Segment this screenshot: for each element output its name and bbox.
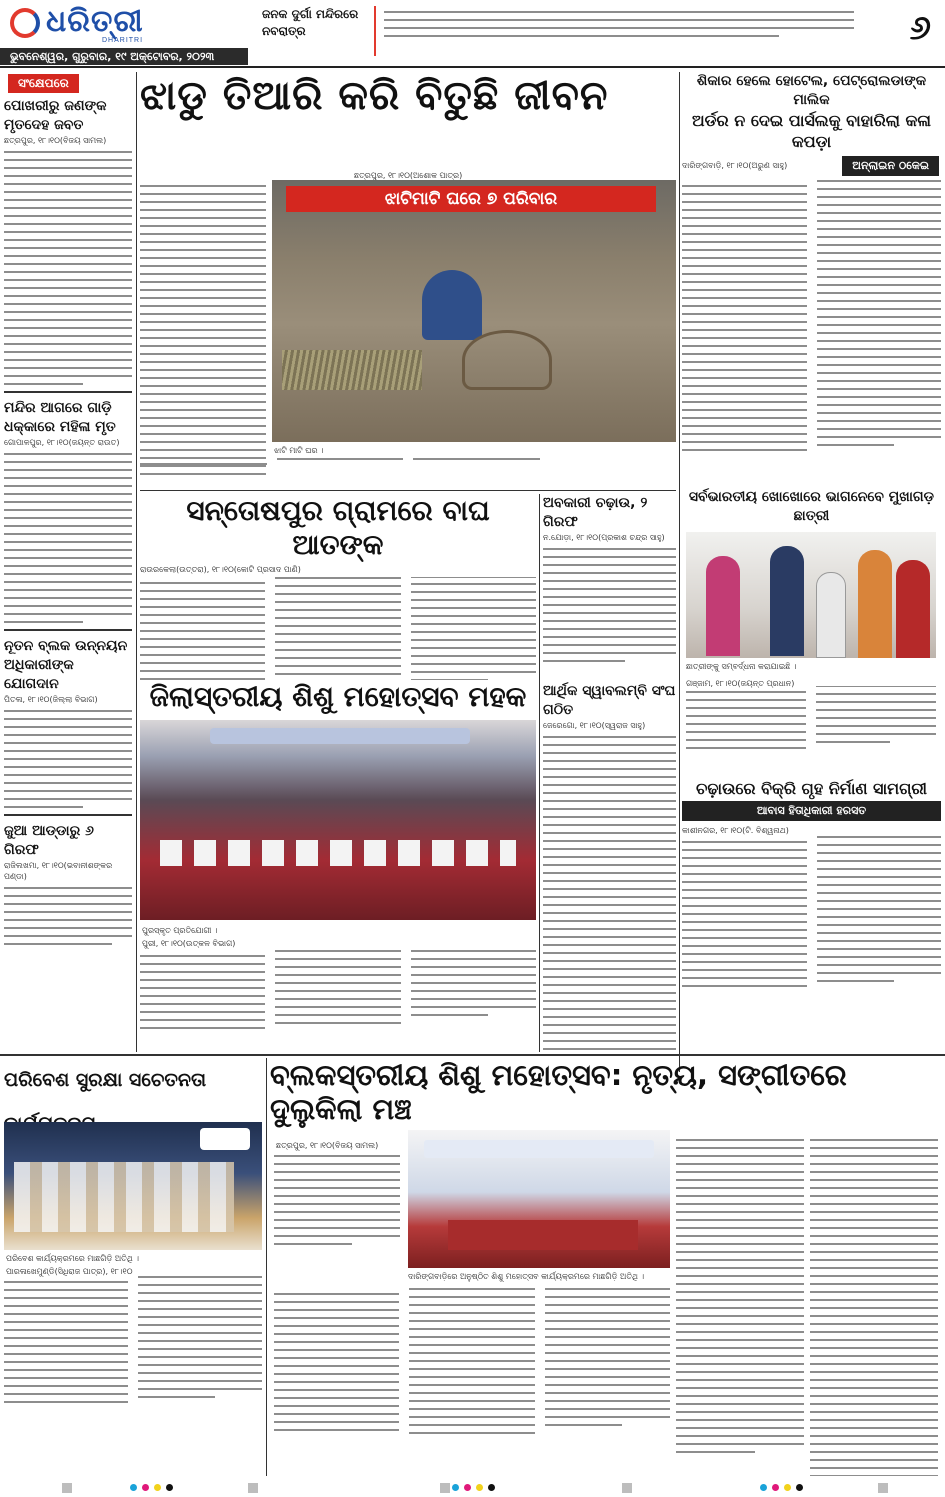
excise-story [543, 494, 676, 680]
black-dot-icon [166, 1484, 173, 1491]
stage-banner-icon [424, 1140, 654, 1158]
district-fest-caption: ପୁରସ୍କୃତ ପ୍ରତିଯୋଗୀ । [142, 926, 218, 935]
env-photo-caption: ପରିବେଶ କାର୍ଯ୍ୟକ୍ରମରେ ମାଛଗିଡ଼ି ଅତିଥି । [6, 1254, 140, 1263]
building-headline: ଚଢ଼ାଉରେ ବିକ୍ରି ଗୃହ ନିର୍ମାଣ ସାମଗ୍ରୀ [695, 779, 928, 798]
black-dot-icon [796, 1484, 803, 1491]
registration-square-icon [878, 1483, 888, 1493]
magenta-dot-icon [142, 1484, 149, 1491]
lead-body-left [140, 180, 266, 481]
column-rule [266, 1058, 267, 1476]
brief-body [4, 151, 132, 385]
briefs-column [4, 72, 132, 1052]
registration-square-icon [440, 1483, 450, 1493]
section-rule [140, 490, 676, 491]
magenta-dot-icon [464, 1484, 471, 1491]
cyan-dot-icon [130, 1484, 137, 1491]
column-rule [136, 72, 137, 1052]
teaser-headline: ଜନକ ଦୁର୍ଗା ମନ୍ଦିରରେ ନବରାତ୍ର [262, 7, 359, 38]
district-fest-photo [140, 720, 536, 920]
brief-item [4, 399, 132, 623]
block-fest-caption: ଦାରିଙ୍ଗବାଡ଼ିରେ ଅନୁଷ୍ଠିତ ଶିଶୁ ମହୋତ୍ସବ କାର୍ଯ୍ୟକ୍ରମରେ ମାଛଗିଡ଼ି ଅତିଥି । [408, 1272, 645, 1281]
column-rule [679, 72, 680, 1072]
district-fest-headline: ଜିଲାସ୍ତରୀୟ ଶିଶୁ ମହୋତ୍ସବ ମହକ [149, 680, 527, 713]
building-byline: କାଶୀନଗର, ୧୮।୧୦(ଟି. ବିଶ୍ୱନାଥ) [682, 826, 789, 835]
building-story [682, 778, 941, 1052]
registration-square-icon [62, 1483, 72, 1493]
tiger-headline: ସନ୍ତୋଷପୁର ଗ୍ରାମରେ ବାଘ ଆତଙ୍କ [186, 494, 490, 561]
print-registration-marks [0, 1478, 945, 1497]
teaser-body [384, 6, 854, 43]
yellow-dot-icon [154, 1484, 161, 1491]
brief-divider [4, 629, 132, 631]
lead-photo-caption: ଝାଟି ମାଟି ଘର । [274, 446, 324, 455]
cyan-dot-icon [760, 1484, 767, 1491]
dateline: ଭୁବନେଶ୍ୱର, ଗୁରୁବାର, ୧୯ ଅକ୍ଟୋବର, ୨୦୨୩ [0, 48, 248, 65]
stage-table-icon [448, 1220, 638, 1250]
brief-byline: ରାଜିଲଖମା, ୧୮।୧୦(ଭବାନୀଶଙ୍କର ପଣ୍ଡା) [4, 861, 113, 881]
lead-headline: ଝାଡୁ ତିଆରି କରି ବିତୁଛି ଜୀବନ [140, 73, 609, 119]
khokho-story [682, 488, 941, 778]
page-number: ୬ [909, 8, 931, 48]
block-fest-photo [408, 1130, 670, 1268]
tiger-byline: ରାଉରକେଲା(ଉତ୍ତରା), ୧୮।୧୦(କୋଟି ପ୍ରସାଦ ପାଣି) [140, 565, 301, 574]
env-photo [4, 1122, 262, 1250]
person-figure-icon [770, 546, 804, 656]
block-fest-body-bottom [274, 1288, 670, 1436]
woman-figure-icon [422, 270, 482, 340]
block-fest-headline: ବ୍ଲକସ୍ତରୀୟ ଶିଶୁ ମହୋତ୍ସବ: ନୃତ୍ୟ, ସଙ୍ଗୀତରେ ଦୁଲୁକିଲା ମଞ୍ଚ [270, 1058, 847, 1126]
festival-banner-icon [210, 728, 470, 744]
district-child-fest [140, 680, 536, 1050]
finance-headline: ଆର୍ଥିକ ସ୍ୱାବଲମ୍ବି ସଂଘ ଗଠିତ [543, 683, 676, 718]
newspaper-logo [6, 4, 238, 44]
brief-headline: ପୋଖରୀରୁ ଜଣଙ୍କ ମୃତଦେହ ଜବତ [4, 98, 107, 133]
life-logo-icon [200, 1128, 250, 1150]
registration-square-icon [248, 1483, 258, 1493]
building-subhead: ଆବାସ ହିତାଧିକାରୀ ହରସତ [682, 801, 941, 821]
logo-subtitle: DHARITRI [102, 37, 144, 44]
brief-divider [4, 391, 132, 393]
env-headline: ପରିବେଶ ସୁରକ୍ଷା ସଚେତନତା [4, 1069, 207, 1091]
env-byline: ପାରଳାଖେମୁଣ୍ଡି(ସିଧିରାଜ ପାତ୍ର), ୧୮।୧୦ [6, 1267, 133, 1276]
yellow-dot-icon [476, 1484, 483, 1491]
briefs-section-label: ସଂକ୍ଷେପରେ [8, 74, 79, 93]
env-story [4, 1058, 262, 1476]
district-fest-byline: ପୁରୀ, ୧୮।୧୦(ଉତ୍କଳ ବିଭାଗ) [142, 939, 236, 948]
brief-body [4, 453, 132, 623]
masthead [0, 0, 945, 64]
lead-story [140, 72, 676, 492]
person-figure-icon [706, 556, 740, 656]
logo-swirl-icon [10, 8, 40, 38]
online-fraud-tag: ଅନ୍‌ଲାଇନ ଠକେଇ [842, 156, 939, 176]
khokho-headline: ସର୍ବଭାରତୀୟ ଖୋଖୋରେ ଭାଗନେବେ ମୁଖାଗଡ଼ ଛାତ୍ରୀ [688, 489, 935, 524]
lead-byline: ଛତ୍ରପୁର, ୧୮।୧୦(ଅଶୋକ ପାତ୍ର) [354, 171, 463, 180]
masthead-rule [0, 66, 945, 68]
section-rule [0, 1054, 945, 1056]
tiger-story [140, 494, 536, 680]
block-fest-byline: ଛତ୍ରପୁର, ୧୮।୧୦(ବିଜୟ ସାମଲ) [276, 1141, 379, 1150]
person-figure-icon [896, 560, 930, 658]
children-group-icon [14, 1162, 234, 1232]
khokho-photo-caption: ଛାତ୍ରୀଙ୍କୁ ସମ୍ବର୍ଦ୍ଧନା କରାଯାଇଛି । [686, 662, 797, 671]
khokho-byline: ଗଞ୍ଜାମ, ୧୮।୧୦(ଜୟନ୍ତ ପ୍ରଧାନ) [686, 679, 795, 688]
brief-body [4, 887, 132, 945]
black-dot-icon [488, 1484, 495, 1491]
finance-body [543, 736, 676, 1052]
magenta-dot-icon [772, 1484, 779, 1491]
hotel-body [682, 180, 941, 455]
person-figure-icon [858, 550, 892, 658]
hotel-byline: ଦାରିଙ୍ଗବାଡ଼ି, ୧୮।୧୦(ଅରୁଣ ସାହୁ) [682, 161, 788, 170]
hotel-headline-line1: ଶିକାର ହେଲେ ହୋଟେଲ, ପେଟ୍ରୋଲଡାଙ୍କ ମାଲିକ [696, 73, 927, 108]
lead-continuation [140, 460, 676, 492]
khokho-photo [686, 532, 936, 658]
certificates-row-icon [160, 840, 516, 866]
env-body [4, 1276, 262, 1407]
cyan-dot-icon [452, 1484, 459, 1491]
block-fest-story [270, 1058, 941, 1476]
column-rule [539, 494, 540, 680]
excise-headline: ଅବକାରୀ ଚଢ଼ାଉ, ୨ ଗିରଫ [543, 495, 648, 530]
brief-headline: ଜୁଆ ଆଡ୍ଡାରୁ ୬ ଗିରଫ [4, 823, 94, 858]
broom-bundle-icon [282, 350, 422, 390]
lead-photo [272, 180, 676, 442]
hotel-headline-line2: ଅର୍ଡର ନ ଦେଇ ପାର୍ସଲକୁ ବାହାରିଲା କଳା କପଡ଼ା [692, 111, 931, 151]
brief-byline: ପିତଳା, ୧୮।୧୦(ଜିଲ୍ଲା ବିଭାଗ) [4, 695, 98, 704]
lead-photo-band: ଝାଟିମାଟି ଘରେ ୭ ପରିବାର [286, 186, 656, 212]
tiger-body [140, 577, 536, 680]
person-figure-icon [816, 572, 846, 658]
column-rule [539, 680, 540, 1052]
brief-item [4, 822, 132, 945]
brief-byline: ଛତ୍ରପୁର, ୧୮।୧୦(ବିଜୟ ସାମଲ) [4, 136, 107, 145]
finance-story [543, 682, 676, 1052]
brief-headline: ମନ୍ଦିର ଆଗରେ ଗାଡ଼ି ଧକ୍କାରେ ମହିଳା ମୃତ [4, 400, 116, 435]
teaser-divider [374, 6, 376, 56]
brief-body [4, 710, 132, 808]
yellow-dot-icon [784, 1484, 791, 1491]
hotel-story [682, 72, 941, 484]
basket-icon [462, 330, 552, 390]
khokho-body [686, 686, 936, 749]
brief-item [4, 637, 132, 808]
finance-byline: ଜେରେଗୋ, ୧୮।୧୦(ସ୍ୱରାଜ ସାହୁ) [543, 721, 646, 730]
brief-byline: ଗୋପାଳପୁର, ୧୮।୧୦(ଜୟନ୍ତ ରାଉତ) [4, 438, 120, 447]
brief-item [4, 97, 132, 385]
registration-square-icon [622, 1483, 632, 1493]
building-body [682, 836, 941, 991]
excise-byline: ନ.ଯୋଡ଼ା, ୧୮।୧୦(ପ୍ରକାଶ ଚନ୍ଦ୍ର ସାହୁ) [543, 533, 665, 542]
brief-divider [4, 814, 132, 816]
block-fest-body-left [274, 1150, 400, 1251]
block-fest-body-right [810, 1134, 938, 1476]
excise-body [543, 548, 676, 662]
logo-text: ଧରିତ୍ରୀ [46, 4, 144, 39]
district-fest-body [140, 950, 536, 1029]
brief-headline: ନୂତନ ବ୍ଲକ ଉନ୍ନୟନ ଅଧିକାରୀଙ୍କ ଯୋଗଦାନ [4, 638, 128, 692]
block-fest-body-mid [676, 1134, 804, 1459]
